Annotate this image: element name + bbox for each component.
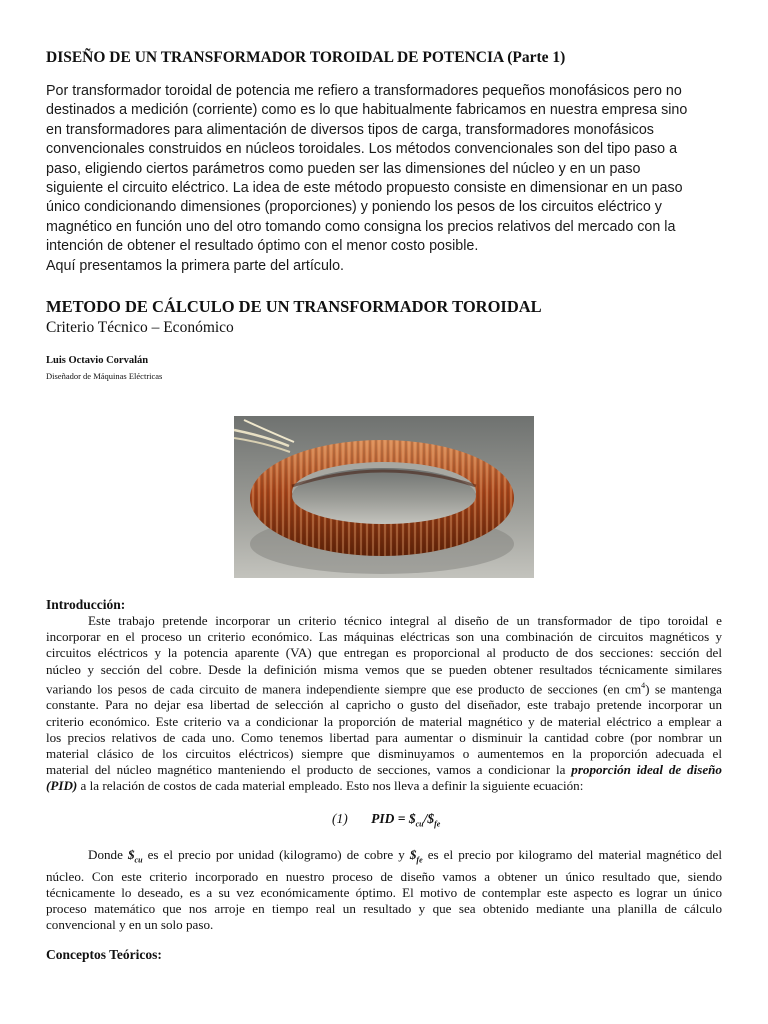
intro-line: convencionales construidos en núcleos toroidales. Los métodos convencionales son del tipo paso a: [46, 141, 678, 158]
paragraph-line: Donde $\$_{cu}$ es el precio por unidad (kilogramo) de cobre y $\$_{fe}$ es el precio por kilogramo del material magnético del: [88, 847, 722, 865]
paragraph-line: proceso matemático que nos arroje en tiempo real un resultado y que sea obtenido mediante una planilla de cálculo: [46, 901, 722, 917]
intro-line: destinados a medición (corriente) como es lo que habitualmente fabricamos en nuestra empresa sino: [46, 102, 688, 119]
paragraph-line: constante. Para no dejar esa libertad de selección al capricho o gusto del diseñador, este trabajo pretende incorporar un: [46, 697, 722, 713]
method-subtitle: Criterio Técnico – Económico: [46, 319, 234, 336]
toroidal-transformer-photo: [234, 416, 534, 578]
section-heading-conceptos: Conceptos Teóricos:: [46, 947, 162, 962]
method-title: METODO DE CÁLCULO DE UN TRANSFORMADOR TOROIDAL: [46, 297, 542, 316]
paragraph-line: núcleo. Con este criterio incorporado en nuestro proceso de diseño vamos a obtener un único resultado que, siendo: [46, 868, 722, 884]
introduccion-paragraph: [46, 613, 722, 795]
intro-line: en transformadores para alimentación de diversos tipos de carga, transformadores monofásicos: [46, 121, 654, 138]
document-title: DISEÑO DE UN TRANSFORMADOR TOROIDAL DE POTENCIA (Parte 1): [46, 49, 566, 66]
intro-paragraph: [46, 82, 726, 276]
paragraph-line: convencional y en un solo paso.: [46, 917, 214, 933]
paragraph-line: núcleo y sección del cobre. Desde la definición misma vemos que se pueden obtener resultados técnicamente similares: [46, 661, 722, 677]
author-name: Luis Octavio Corvalán: [46, 355, 149, 366]
paragraph-line: criterio económico. Este criterio va a condicionar la proporción de material magnético y de material eléctrico a emplear a: [46, 713, 722, 729]
paragraph-line: circuitos eléctricos y la potencia aparente (VA) que entregan es proporcional al producto de dos secciones: sección del: [46, 645, 722, 661]
toroid-image-icon: [234, 416, 534, 578]
intro-line: intención de obtener el resultado óptimo con el menor costo posible.: [46, 238, 479, 255]
equation-pid: [332, 811, 440, 829]
intro-line: Por transformador toroidal de potencia me refiero a transformadores pequeños monofásicos pero no: [46, 83, 682, 99]
intro-line: paso, eligiendo ciertos parámetros como pueden ser las dimensiones del núcleo y en un paso: [46, 160, 641, 177]
paragraph-line: incorporar en el proceso un criterio económico. Las máquinas eléctricas son una combinación de circuitos magnéticos y: [46, 629, 722, 645]
paragraph-line: técnicamente lo deseado, es a su vez económicamente óptimo. El motivo de contemplar este aspecto es lograr un único: [46, 885, 722, 901]
paragraph-line: variando los pesos de cada circuito de manera independiente siempre que ese producto de secciones (en $cm^4$) se mantenga: [46, 680, 722, 697]
paragraph-line: material del núcleo magnético manteniendo el producto de secciones, vamos a condicionar la proporción ideal de diseño: [46, 762, 722, 778]
paragraph-line: los precios relativos de cada uno. Como tenemos libertad para aumentar o disminuir la cantidad cobre (por nombrar un: [46, 729, 722, 745]
intro-line: Aquí presentamos la primera parte del artículo.: [46, 257, 345, 274]
paragraph-line: (PID) a la relación de costos de cada material empleado. Esto nos lleva a definir la siguiente ecuación:: [46, 778, 584, 794]
donde-paragraph: [46, 847, 722, 934]
author-role: Diseñador de Máquinas Eléctricas: [46, 371, 163, 381]
section-heading-introduccion: Introducción:: [46, 597, 126, 612]
intro-line: único condicionando dimensiones (proporciones) y poniendo los pesos de los circuitos eléctrico y: [46, 199, 662, 216]
intro-line: siguiente el circuito eléctrico. La idea de este método propuesto consiste en dimensionar en un paso: [46, 180, 683, 197]
paragraph-line: material clásico de los circuitos eléctricos) siempre que disminuyamos o aumentemos en la proporción adecuada el: [46, 745, 722, 761]
paragraph-line: Este trabajo pretende incorporar un criterio técnico integral al diseño de un transformador de tipo toroidal e: [88, 613, 722, 628]
equation-body: PID = $\$_{cu}/\$_{fe}$: [371, 811, 441, 829]
intro-line: magnético en función uno del otro tomando como consigna los precios relativos del mercado con la: [46, 218, 676, 235]
equation-number: (1): [332, 811, 348, 826]
